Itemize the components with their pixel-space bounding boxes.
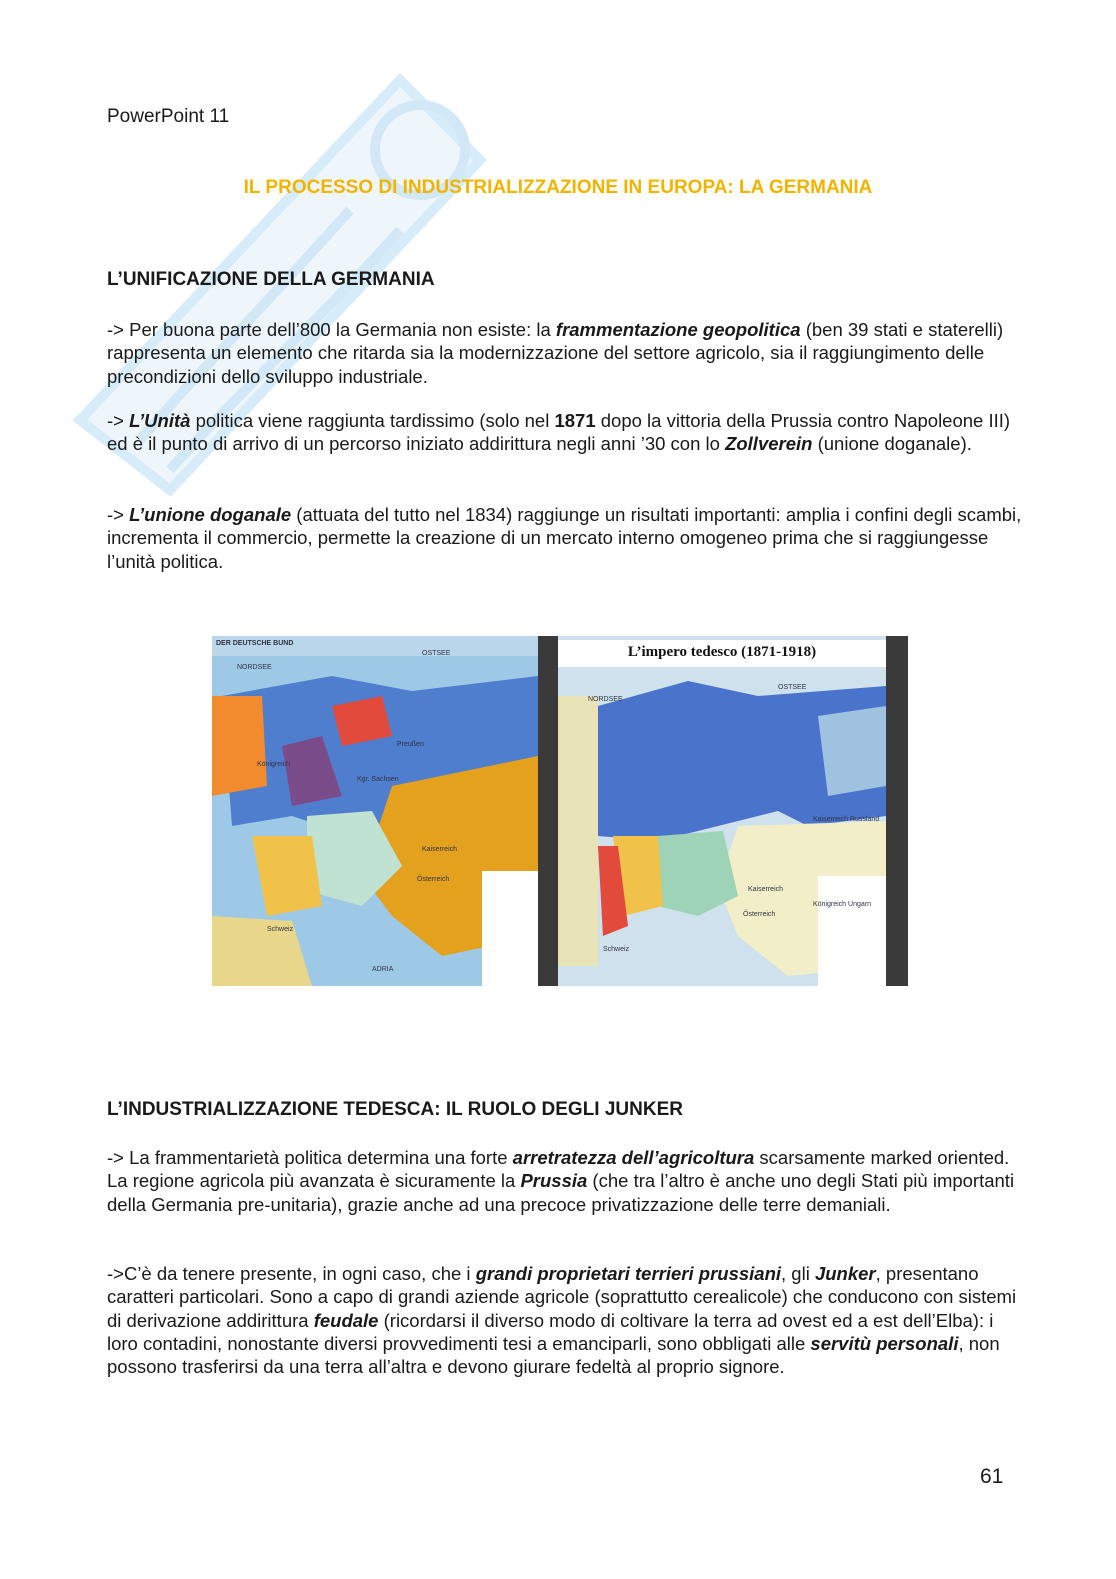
section-heading-unificazione: L’UNIFICAZIONE DELLA GERMANIA	[107, 269, 435, 290]
map-left-label-oesterreich: Österreich	[417, 876, 450, 883]
paragraph-junker: ->C’è da tenere presente, in ogni caso, che i grandi proprietari terrieri prussiani, gli Junker, presentano caratteri particolari. Sono a capo di grandi aziende agricole (soprattutto cerealicole) che conducono con sistemi di derivazione addirittura feudale (ricordarsi il diverso modo di coltivare la terra ad ovest ed a est dell’Elba): i loro contadini, nonostante diversi provvedimenti tesi a emanciparli, sono obbligati alle servitù personali, non possono trasferirsi da una terra all’altra e devono giurare fedeltà al proprio signore.	[107, 1263, 1017, 1378]
map-left-title: DER DEUTSCHE BUND	[216, 640, 294, 647]
map-right-label-russland: Kaiserreich Russland	[813, 816, 880, 823]
maps-figure	[212, 636, 908, 986]
page-title: IL PROCESSO DI INDUSTRIALIZZAZIONE IN EUROPA: LA GERMANIA	[243, 177, 873, 198]
document-header: PowerPoint 11	[107, 106, 230, 127]
map-left-label-kaiserreich: Kaiserreich	[422, 846, 458, 853]
section-heading-junker: L’INDUSTRIALIZZAZIONE TEDESCA: IL RUOLO DEGLI JUNKER	[107, 1099, 683, 1120]
page-number: 61	[980, 1465, 1004, 1488]
paragraph-unione-doganale: -> L’unione doganale (attuata del tutto nel 1834) raggiunge un risultati importanti: amplia i confini degli scambi, incrementa il commercio, permette la creazione di un mercato interno omogeneo prima che si raggiungesse l’unità politica.	[107, 504, 1022, 572]
map-left-label-nordsee: NORDSEE	[237, 664, 272, 671]
map-right-label-nordsee: NORDSEE	[588, 696, 623, 703]
map-left-label-sachsen: Kgr. Sachsen	[357, 776, 399, 783]
map-deutscher-bund	[212, 636, 538, 986]
map-left-label-koenigreich: Königreich	[257, 761, 291, 768]
map-deutscher-bund-drawing	[212, 636, 538, 986]
map-right-label-ostsee: OSTSEE	[778, 684, 807, 691]
map-right-label-schweiz: Schweiz	[603, 946, 630, 953]
map-left-label-adria: ADRIA	[372, 966, 394, 973]
paragraph-frammentazione: -> Per buona parte dell’800 la Germania non esiste: la frammentazione geopolitica (ben 39 stati e staterelli) rappresenta un elemento che ritarda sia la modernizzazione del settore agricolo, sia il raggiungimento delle precondizioni dello sviluppo industriale.	[107, 319, 1004, 387]
paragraph-unita: -> L’Unità politica viene raggiunta tardissimo (solo nel 1871 dopo la vittoria della Prussia contro Napoleone III) ed è il punto di arrivo di un percorso iniziato addirittura negli anni ’30 con lo Zollverein (unione doganale).	[107, 410, 1011, 455]
map-right-label-ungarn: Königreich Ungarn	[813, 901, 871, 908]
map-left-label-preussen: Preußen	[397, 741, 424, 748]
map-right-title: L’impero tedesco (1871-1918)	[558, 640, 886, 667]
map-left-label-schweiz: Schweiz	[267, 926, 294, 933]
map-impero-tedesco	[558, 636, 886, 986]
map-impero-tedesco-drawing	[558, 636, 886, 986]
paragraph-arretratezza: -> La frammentarietà politica determina una forte arretratezza dell’agricoltura scarsamente marked oriented. La regione agricola più avanzata è sicuramente la Prussia (che tra l’altro è anche uno degli Stati più importanti della Germania pre-unitaria), grazie anche ad una precoce privatizzazione delle terre demaniali.	[107, 1147, 1015, 1215]
map-left-label-ostsee: OSTSEE	[422, 650, 451, 657]
map-right-label-oesterreich: Österreich	[743, 911, 776, 918]
map-right-label-kaiserreich: Kaiserreich	[748, 886, 784, 893]
watermark-logo	[20, 40, 540, 560]
